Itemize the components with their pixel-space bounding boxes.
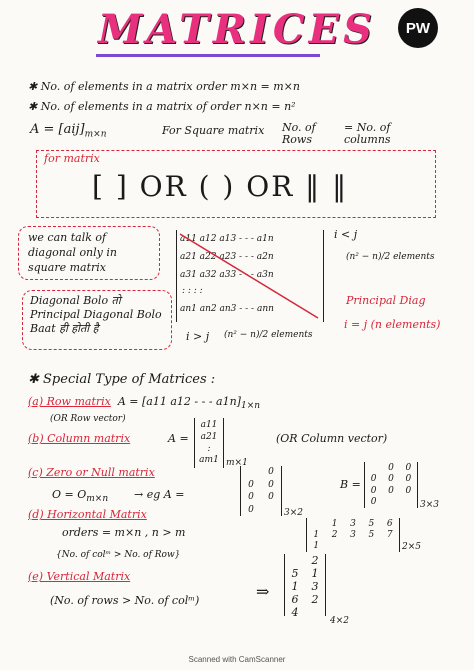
principal-note: Diagonal Bolo तो Principal Diagonal Bolo Baat ही होती है [30, 294, 162, 335]
columns-label: = No. of columns [344, 121, 391, 146]
vertical-example: 2 5 1 1 3 6 2 4 [284, 554, 326, 616]
line-elements-nxn: ✱ No. of elements in a matrix of order n×n = n² [28, 100, 296, 113]
horizontal-note: {No. of colᵐ > No. of Row} [56, 550, 181, 560]
vertical-note: (No. of rows > No. of colᵐ) [50, 594, 200, 607]
vertical-order: 4×2 [330, 616, 349, 626]
bracket-types: [ ] OR ( ) OR ‖ ‖ [92, 170, 349, 203]
vertical-arrow: ⇒ [256, 582, 270, 601]
principal-diag-label: Principal Diag [346, 294, 426, 307]
diagonal-line [176, 230, 322, 322]
zero-eg: → eg A = [134, 488, 185, 501]
matrix-dots: : : : : [182, 286, 203, 296]
square-matrix-label: For Square matrix [162, 124, 265, 137]
upper-count: (n² − n)/2 elements [346, 252, 435, 262]
upper-condition: i < j [334, 228, 358, 241]
zero-matrix-A: 0 0 0 0 0 0 [240, 466, 282, 516]
diagonal-note: we can talk of diagonal only in square matrix [28, 231, 117, 274]
column-matrix: a11 a21 : am1 [194, 418, 224, 468]
horizontal-matrix-label: (d) Horizontal Matrix [28, 508, 147, 521]
lower-condition: i > j [186, 330, 210, 343]
zero-matrix-label: (c) Zero or Null matrix [28, 466, 155, 479]
row-matrix: (a) Row matrix A = [a11 a12 - - - $a1n]_{1\times n}$ [28, 395, 261, 412]
column-eq: A = [168, 432, 189, 445]
line-square-matrix: $A = [aij]_{m\times n}$ [30, 122, 107, 140]
principal-diag-count: i = j (n elements) [344, 318, 441, 331]
row-vector-note: (OR Row vector) [50, 414, 126, 424]
vertical-matrix-label: (e) Vertical Matrix [28, 570, 131, 583]
zero-A-order: 3×2 [284, 508, 303, 518]
matrix-row-4: an1 an2 an3 - - - ann [180, 304, 274, 314]
page-title: MATRICES [98, 6, 377, 53]
matrix-row-3: a31 a32 a33 - - - a3n [180, 270, 274, 280]
matrix-row-1: a11 a12 a13 - - - a1n [180, 234, 274, 244]
column-vector-note: (OR Column vector) [276, 432, 388, 445]
lower-count: (n² − n)/2 elements [224, 330, 313, 340]
horizontal-example: 1 3 5 6 1 2 3 5 7 1 [306, 518, 400, 552]
zero-matrix-B: 0 0 0 0 0 0 0 0 0 [364, 462, 418, 508]
zero-B-order: 3×3 [420, 500, 439, 510]
column-order: m×1 [226, 458, 248, 468]
horizontal-order: 2×5 [402, 542, 421, 552]
title-underline [96, 54, 320, 57]
rows-label: No. of Rows [282, 121, 316, 146]
scanner-watermark: Scanned with CamScanner [188, 655, 286, 664]
special-types-heading: ✱ Special Type of Matrices : [28, 372, 216, 387]
zero-B-label: B = [340, 478, 361, 491]
pw-logo: PW [398, 8, 438, 48]
matrix-row-2: a21 a22 a23 - - - a2n [180, 252, 274, 262]
zero-symbol: $O = O_{m\times n}$ [52, 488, 109, 505]
column-matrix-label: (b) Column matrix [28, 432, 131, 445]
for-matrix-label: for matrix [44, 152, 100, 165]
horizontal-condition: orders = m×n , n > m [62, 526, 186, 539]
line-elements-mxn: ✱ No. of elements in a matrix order m×n = m×n [28, 80, 300, 93]
